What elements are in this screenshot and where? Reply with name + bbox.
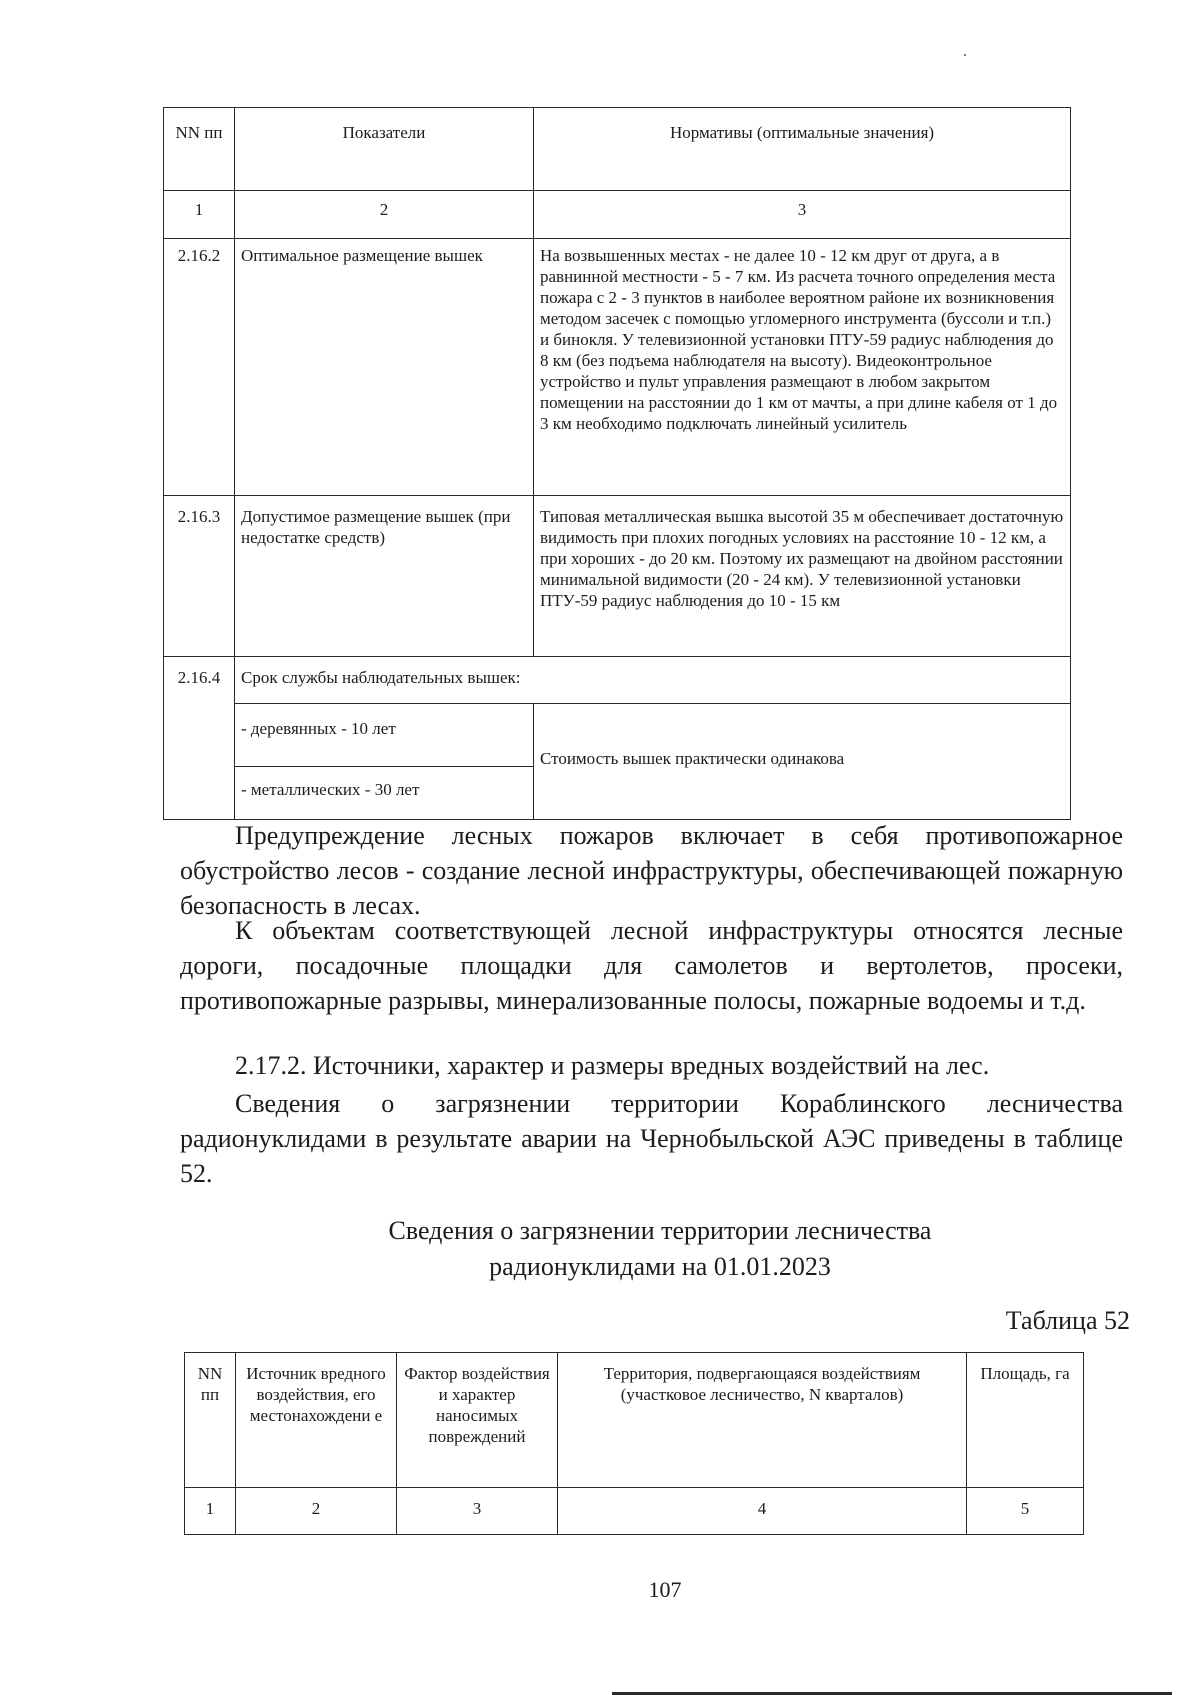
header-indicators: Показатели [235,108,534,191]
row-norm: Типовая металлическая вышка высотой 35 м обеспечивает достаточную видимость при плохих погодных условиях на расстояние 10 - 12 км, а при хороших - до 20 км. Поэтому их размещают на двойном расстоянии минимальной видимости (20 - 24 км). У телевизионной установки ПТУ-59 радиус наблюдения до 10 - 15 км [534,496,1071,657]
table-header-row [185,1353,1084,1488]
scan-speck [964,54,966,56]
contamination-table [184,1352,1084,1535]
row-cost-note: Стоимость вышек практически одинакова [534,704,1071,820]
header-norms: Нормативы (оптимальные значения) [534,108,1071,191]
header-factor: Фактор воздействия и характер наносимых повреждений [397,1353,558,1488]
column-number: 3 [534,191,1071,239]
column-number: 1 [185,1488,236,1535]
page-number: 107 [648,1577,682,1602]
table-row [164,239,1071,496]
table-header-row [164,108,1071,191]
section-title-line1: Сведения о загрязнении территории лесничества [388,1216,932,1245]
column-number: 1 [164,191,235,239]
row-indicator: Оптимальное размещение вышек [235,239,534,496]
column-number-row [164,191,1071,239]
header-nn: NN пп [164,108,235,191]
paragraph-infrastructure: К объектам соответствующей лесной инфраструктуры относятся лесные дороги, посадочные площадки для самолетов и вертолетов, просеки, противопожарные разрывы, минерализованные полосы, пожарные водоемы и т.д. [180,916,1123,1015]
row-metal-towers: - металлических - 30 лет [235,767,534,820]
row-norm: На возвышенных местах - не далее 10 - 12 км друг от друга, а в равнинной местности - 5 - 7 км. Из расчета точного определения места пожара с 2 - 3 пунктов в наиболее вероятном районе их возникновения методом засечек с помощью угломерного инструмента (буссоли и т.п.) и бинокля. У телевизионной установки ПТУ-59 радиус наблюдения до 8 км (без подъема наблюдателя на высоту). Видеоконтрольное устройство и пульт управления размещают в любом закрытом помещении на расстоянии до 1 км от мачты, а при длине кабеля от 1 до 3 км необходимо подключать линейный усилитель [534,239,1071,496]
column-number: 2 [236,1488,397,1535]
paragraph-fire-prevention: Предупреждение лесных пожаров включает в себя противопожарное обустройство лесов - создание лесной инфраструктуры, обеспечивающей пожарную безопасность в лесах. [180,821,1123,920]
row-number: 2.16.4 [164,657,235,820]
row-number: 2.16.2 [164,239,235,496]
row-indicator: Допустимое размещение вышек (при недостатке средств) [235,496,534,657]
table-label: Таблица 52 [1005,1306,1130,1335]
header-area: Площадь, га [967,1353,1084,1488]
row-number: 2.16.3 [164,496,235,657]
row-wooden-towers: - деревянных - 10 лет [235,704,534,767]
column-number: 3 [397,1488,558,1535]
header-territory: Территория, подвергающаяся воздействиям (участковое лесничество, N кварталов) [558,1353,967,1488]
paragraph-contamination: Сведения о загрязнении территории Кораблинского лесничества радионуклидами в результате аварии на Чернобыльской АЭС приведены в таблице 52. [180,1089,1123,1188]
column-number: 4 [558,1488,967,1535]
table-row [164,496,1071,657]
paragraph-section-heading: 2.17.2. Источники, характер и размеры вредных воздействий на лес. [235,1051,990,1080]
header-source: Источник вредного воздействия, его местонахождени е [236,1353,397,1488]
header-nn: NN пп [185,1353,236,1488]
table-row [164,704,1071,767]
row-service-life-title: Срок службы наблюдательных вышек: [235,657,1071,704]
table-row [164,657,1071,704]
section-title-line2: радионуклидами на 01.01.2023 [489,1252,831,1281]
column-number: 2 [235,191,534,239]
column-number-row [185,1488,1084,1535]
forest-tower-norms-table [163,107,1071,820]
column-number: 5 [967,1488,1084,1535]
